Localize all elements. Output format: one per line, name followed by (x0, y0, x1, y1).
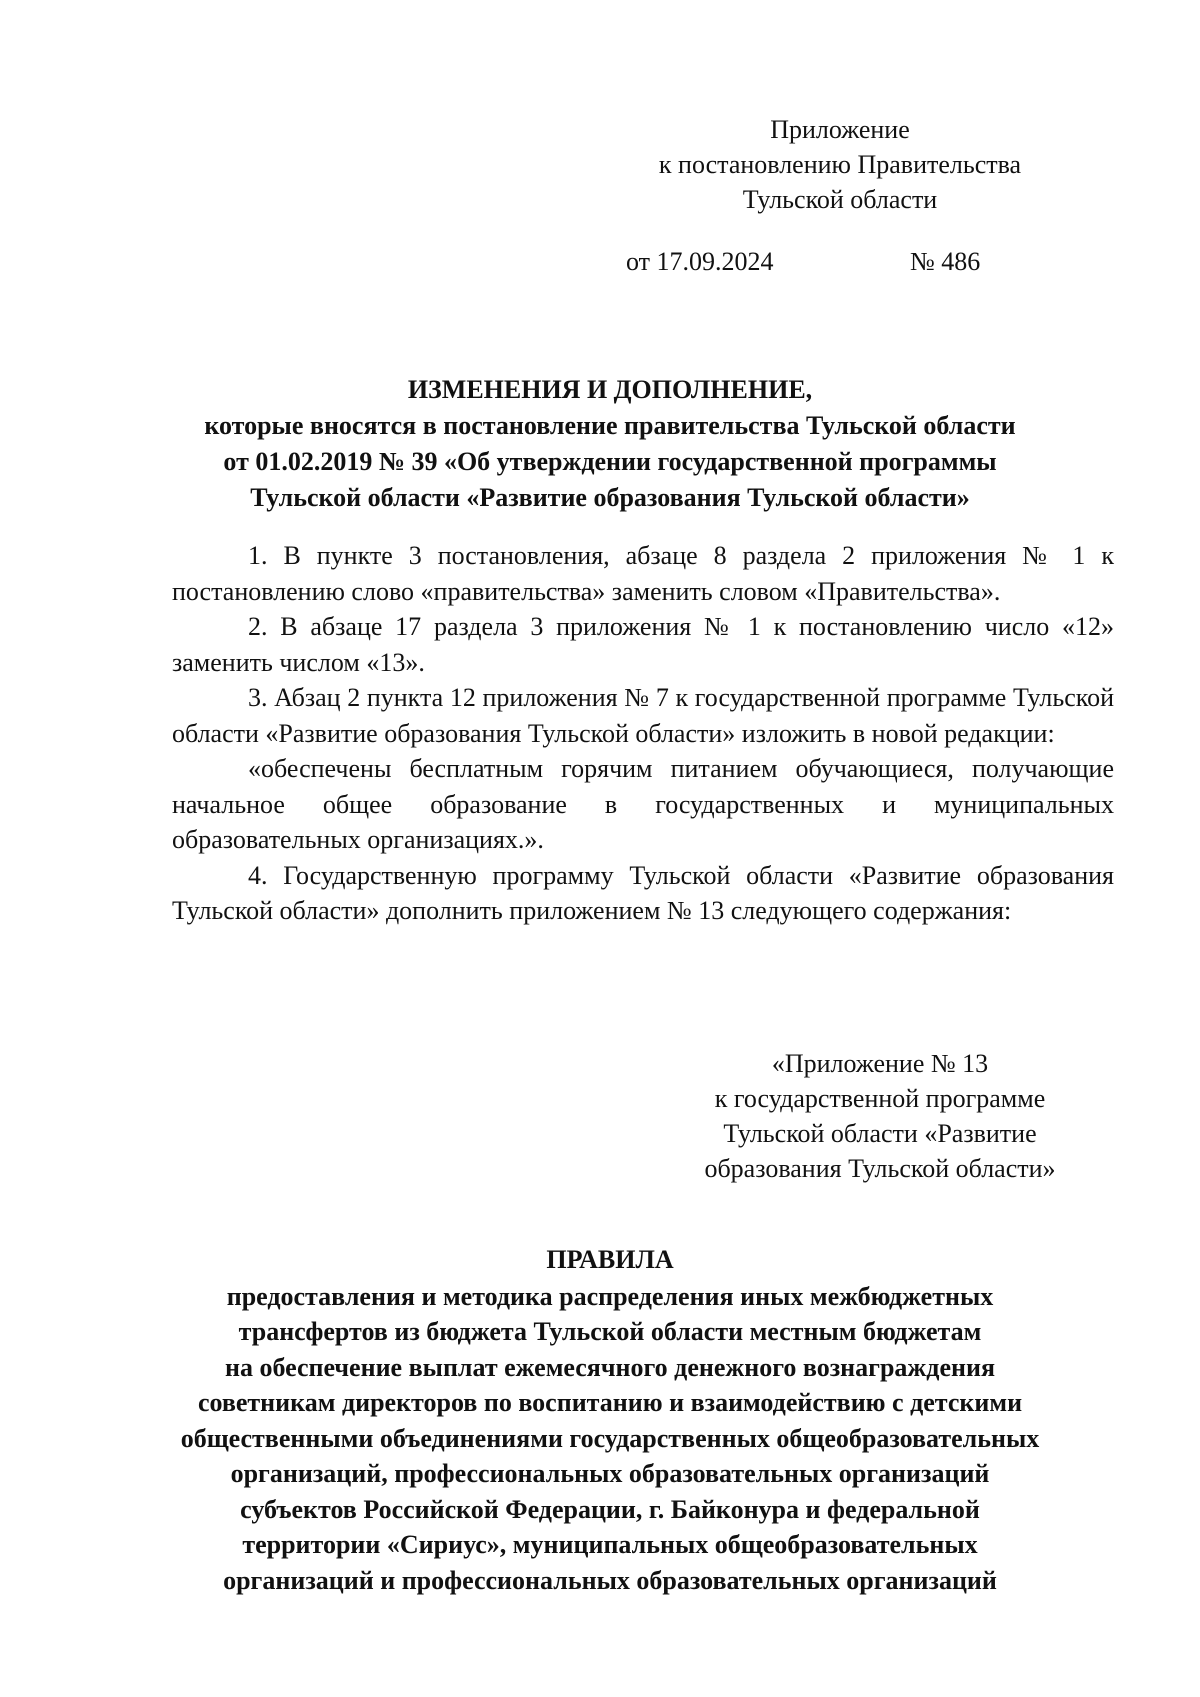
body-paragraph: 1. В пункте 3 постановления, абзаце 8 раздела 2 приложения № 1 к постановлению слово «правительства» заменить словом «Правительства». (172, 541, 1114, 606)
rules-line: предоставления и методика распределения иных межбюджетных (226, 1281, 994, 1311)
title-line: которые вносятся в постановление правительства Тульской области (204, 411, 1016, 440)
title-line: от 01.02.2019 № 39 «Об утверждении государственной программы (223, 447, 997, 476)
rules-line: на обеспечение выплат ежемесячного денежного вознаграждения (224, 1352, 996, 1382)
sub-appendix-line: к государственной программе (714, 1084, 1046, 1113)
document-number: № 486 (910, 247, 981, 276)
document-body (172, 538, 1114, 929)
rules-line: организаций и профессиональных образовательных организаций (223, 1565, 997, 1595)
rules-line: общественными объединениями государственных общеобразовательных (180, 1423, 1040, 1453)
body-paragraph: 3. Абзац 2 пункта 12 приложения № 7 к государственной программе Тульской области «Развитие образования Тульской области» изложить в новой редакции: (172, 683, 1114, 748)
rules-line: субъектов Российской Федерации, г. Байконура и федеральной (240, 1494, 980, 1524)
appendix-header-line: к постановлению Правительства (658, 150, 1022, 179)
title-line: ИЗМЕНЕНИЯ И ДОПОЛНЕНИЕ, (407, 375, 813, 404)
appendix-header-line: Приложение (770, 115, 910, 144)
rules-line: территории «Сириус», муниципальных общеобразовательных (242, 1530, 978, 1559)
body-paragraph: «обеспечены бесплатным горячим питанием обучающиеся, получающие начальное общее образование в государственных и муниципальных образовательных организациях.». (172, 754, 1114, 854)
appendix-header (620, 112, 1060, 217)
document-title (140, 372, 1080, 516)
sub-appendix-line: «Приложение № 13 (771, 1049, 989, 1078)
title-line: Тульской области «Развитие образования Тульской области» (250, 483, 970, 512)
sub-appendix-line: образования Тульской области» (704, 1154, 1056, 1183)
document-date: от 17.09.2024 (626, 247, 774, 276)
rules-heading: ПРАВИЛА (546, 1245, 674, 1274)
rules-line: организаций, профессиональных образовательных организаций (230, 1459, 990, 1488)
body-paragraph: 4. Государственную программу Тульской области «Развитие образования Тульской области» дополнить приложением № 13 следующего содержания: (172, 860, 1114, 925)
body-paragraph: 2. В абзаце 17 раздела 3 приложения № 1 к постановлению число «12» заменить числом «13». (172, 612, 1114, 677)
rules-line: советникам директоров по воспитанию и взаимодействию с детскими (197, 1388, 1023, 1417)
appendix-header-line: Тульской области (742, 185, 938, 214)
sub-appendix-header (660, 1046, 1100, 1186)
rules-line: трансфертов из бюджета Тульской области местным бюджетам (238, 1317, 982, 1346)
sub-appendix-line: Тульской области «Развитие (723, 1119, 1037, 1148)
rules-title (120, 1242, 1100, 1598)
